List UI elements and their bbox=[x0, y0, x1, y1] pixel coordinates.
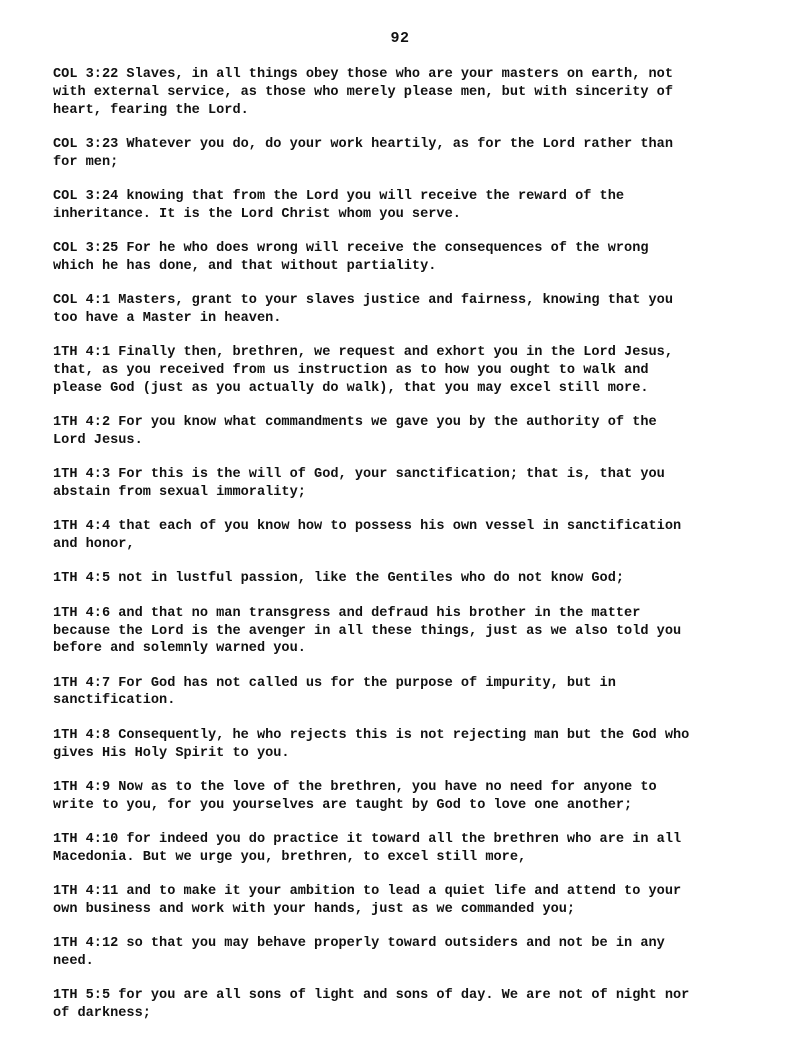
verse-paragraph: 1TH 4:10 for indeed you do practice it toward all the brethren who are in all Macedonia. But we urge you, brethren, to excel still more, bbox=[53, 831, 682, 865]
verse-paragraph: 1TH 4:1 Finally then, brethren, we request and exhort you in the Lord Jesus, that, as you received from us instruction as to how you ought to walk and please God (just as you actually do walk), that you may excel still more. bbox=[53, 345, 673, 396]
verse-paragraph: COL 3:25 For he who does wrong will receive the consequences of the wrong which he has done, and that without partiality. bbox=[53, 241, 649, 274]
verse-paragraph: 1TH 4:8 Consequently, he who rejects this is not rejecting man but the God who gives His Holy Spirit to you. bbox=[53, 727, 690, 761]
verse-paragraph: 1TH 5:5 for you are all sons of light and sons of day. We are not of night nor of darkness; bbox=[53, 988, 690, 1021]
verse-paragraph: 1TH 4:6 and that no man transgress and defraud his brother in the matter because the Lord is the avenger in all these things, just as we also told you before and solemnly warned you. bbox=[53, 605, 682, 657]
verse-paragraph: 1TH 4:7 For God has not called us for the purpose of impurity, but in sanctification. bbox=[53, 675, 616, 709]
verse-paragraph: COL 3:24 knowing that from the Lord you will receive the reward of the inheritance. It is the Lord Christ whom you serve. bbox=[53, 188, 625, 222]
verse-paragraph: 1TH 4:3 For this is the will of God, your sanctification; that is, that you abstain from sexual immorality; bbox=[53, 467, 665, 501]
verse-paragraph: COL 4:1 Masters, grant to your slaves justice and fairness, knowing that you too have a Master in heaven. bbox=[53, 293, 673, 326]
verse-paragraph: COL 3:22 Slaves, in all things obey those who are your masters on earth, not with external service, as those who merely please men, but with sincerity of heart, fearing the Lord. bbox=[53, 67, 673, 118]
verse-paragraph: 1TH 4:12 so that you may behave properly toward outsiders and not be in any need. bbox=[53, 936, 665, 969]
verse-paragraph: 1TH 4:4 that each of you know how to possess his own vessel in sanctification and honor, bbox=[53, 519, 682, 553]
verse-paragraph: COL 3:23 Whatever you do, do your work heartily, as for the Lord rather than for men; bbox=[53, 136, 673, 170]
verse-list bbox=[53, 66, 743, 1039]
page-number: 92 bbox=[390, 30, 410, 47]
verse-paragraph: 1TH 4:11 and to make it your ambition to lead a quiet life and attend to your own business and work with your hands, just as we commanded you; bbox=[53, 884, 682, 917]
verse-paragraph: 1TH 4:5 not in lustful passion, like the Gentiles who do not know God; bbox=[53, 571, 625, 587]
verse-paragraph: 1TH 4:2 For you know what commandments we gave you by the authority of the Lord Jesus. bbox=[53, 415, 657, 448]
verse-paragraph: 1TH 4:9 Now as to the love of the brethren, you have no need for anyone to write to you, for you yourselves are taught by God to love one another; bbox=[53, 779, 657, 813]
